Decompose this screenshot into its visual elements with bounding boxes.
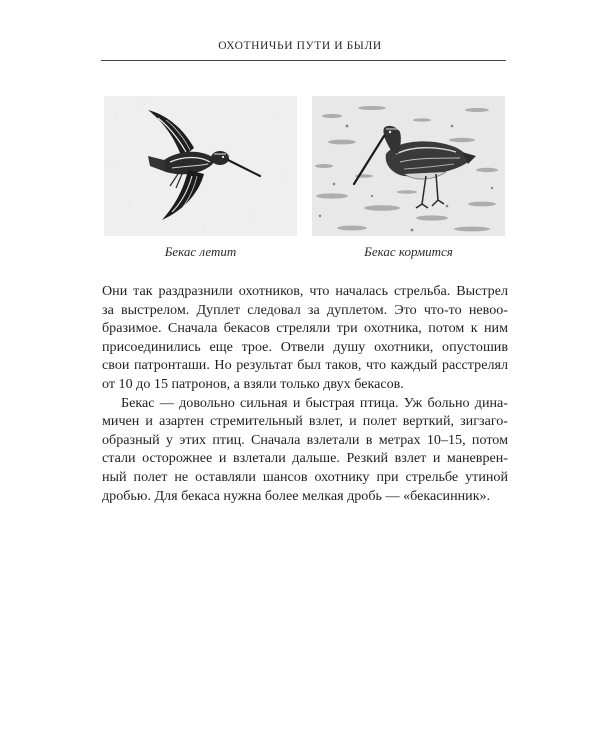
text-line: присоединились еще трое. Отвели душу охотники, опустошив	[102, 338, 508, 355]
text-line: мичен и азартен стремительный взлет, и полет верткий, зигзаго-	[102, 413, 508, 430]
text-line: ный полет не оставляли шансов охотнику при стрельбе утиной	[102, 468, 508, 485]
body-text	[102, 282, 508, 505]
text-line: образный у этих птиц. Сначала взлетали в метрах 10–15, потом	[102, 431, 508, 448]
paragraph	[102, 394, 508, 506]
feeding-snipe-drawing	[312, 96, 505, 236]
text-line: стали осторожнее и взлетали дальше. Резкий взлет и маневрен-	[102, 450, 508, 467]
text-line: свои патронташи. Но результат был таков, что каждый расстрелял	[102, 357, 508, 374]
text-line: бразимое. Сначала бекасов стреляли три охотника, потом к ним	[102, 320, 508, 337]
running-head: ОХОТНИЧЬИ ПУТИ И БЫЛИ	[218, 40, 382, 52]
figure-caption-flying: Бекас летит	[164, 244, 237, 259]
text-line: за выстрелом. Дуплет следовал за дуплетом. Это что-то невоо-	[102, 301, 508, 318]
feeding-snipe-illustration	[312, 96, 505, 236]
text-line: Бекас — довольно сильная и быстрая птица. Уж больно дина-	[121, 394, 508, 411]
paragraph	[102, 282, 508, 394]
flying-snipe-drawing	[104, 96, 297, 236]
header-rule	[101, 60, 506, 61]
figure-caption-feeding: Бекас кормится	[364, 244, 453, 259]
text-line: от 10 до 15 патронов, а взяли только двух бекасов.	[102, 375, 404, 392]
text-line: дробью. Для бекаса нужна более мелкая дробь — «бекасинник».	[102, 487, 491, 504]
text-line: Они так раздразнили охотников, что началась стрельба. Выстрел	[102, 283, 508, 299]
flying-snipe-illustration	[104, 96, 297, 236]
